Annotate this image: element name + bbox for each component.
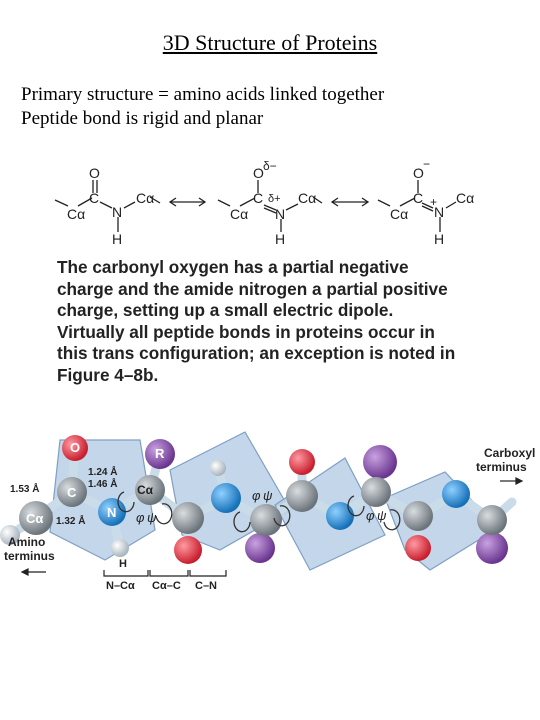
phi-label-3: φ xyxy=(366,508,375,523)
atom-hydrogen xyxy=(111,539,129,557)
atom-calpha xyxy=(477,505,507,535)
resonance-figure xyxy=(0,0,540,250)
psi-label-3: ψ xyxy=(377,508,387,523)
caption-line: this trans configuration; an exception is noted in xyxy=(57,343,456,363)
atom-calpha xyxy=(250,504,282,536)
atom-nitrogen xyxy=(326,502,354,530)
atom-r-group xyxy=(476,532,508,564)
res2-calpha-left: Cα xyxy=(230,206,249,222)
res3-calpha-right: Cα xyxy=(456,190,475,206)
atom-nitrogen xyxy=(211,483,241,513)
atom-hydrogen xyxy=(210,460,226,476)
psi-label-2: ψ xyxy=(263,488,273,503)
label-calpha-left: Cα xyxy=(26,511,44,526)
rotation-arrow xyxy=(156,504,172,524)
res2-hydrogen: H xyxy=(275,231,286,247)
res3-calpha-left: Cα xyxy=(390,206,409,222)
label-r-group: R xyxy=(155,446,165,461)
bracket-calpha-c: Cα–C xyxy=(152,580,181,592)
bond-brackets xyxy=(104,570,226,576)
atom-r-group xyxy=(245,533,275,563)
res2-oxygen: O xyxy=(253,165,264,181)
phi-label-1: φ xyxy=(136,510,145,525)
amino-terminus-line1: Amino xyxy=(8,535,46,549)
caption-line: The carbonyl oxygen has a partial negative xyxy=(57,257,409,277)
phi-label-2: φ xyxy=(252,488,261,503)
res3-charge-minus: − xyxy=(423,157,431,171)
atom-oxygen xyxy=(405,535,431,561)
bond-length-3: 1.46 Å xyxy=(88,479,118,490)
label-calpha-mid: Cα xyxy=(137,483,154,497)
caption-line: charge and the amide nitrogen a partial positive xyxy=(57,278,448,299)
atom-carbon xyxy=(286,480,318,512)
bracket-labels xyxy=(106,580,217,592)
res2-delta-plus: δ+ xyxy=(268,193,281,205)
res3-nitrogen: N xyxy=(434,204,445,220)
peptide-chain-figure xyxy=(0,420,540,620)
label-oxygen: O xyxy=(70,440,81,455)
caption-line: charge, setting up a small electric dipole. xyxy=(57,300,394,320)
figure-caption xyxy=(57,257,487,386)
res3-charge-plus: + xyxy=(430,195,438,209)
caption-line: Virtually all peptide bonds in proteins occur in xyxy=(57,321,435,342)
atom-oxygen xyxy=(289,449,315,475)
atom-oxygen xyxy=(174,536,202,564)
bullet-peptide-bond: Peptide bond is rigid and planar xyxy=(21,108,264,129)
bullet-primary-structure: Primary structure = amino acids linked together xyxy=(21,84,385,105)
bracket-c-n: C–N xyxy=(195,580,218,592)
label-carbon: C xyxy=(67,485,77,500)
res3-carbon: C xyxy=(413,190,424,206)
res1-hydrogen: H xyxy=(112,231,123,247)
caption-line: Figure 4–8b. xyxy=(57,364,159,385)
label-nitrogen: N xyxy=(107,505,117,520)
amino-terminus-line2: terminus xyxy=(4,549,55,563)
res1-carbon: C xyxy=(89,190,100,206)
res1-calpha-left: Cα xyxy=(67,206,86,222)
res1-calpha-right: Cα xyxy=(136,190,155,206)
atom-calpha xyxy=(361,477,391,507)
bond-length-2: 1.24 Å xyxy=(88,467,118,478)
res1-nitrogen: N xyxy=(112,204,123,220)
slide-title: 3D Structure of Proteins xyxy=(162,30,378,55)
bond-length-1: 1.53 Å xyxy=(10,484,40,495)
atom-carbon xyxy=(403,501,433,531)
carboxyl-terminus-line1: Carboxyl xyxy=(484,446,536,460)
res1-oxygen: O xyxy=(89,165,100,181)
res2-calpha-right: Cα xyxy=(298,190,317,206)
res2-nitrogen: N xyxy=(275,206,286,222)
bracket-n-calpha: N–Cα xyxy=(106,580,135,592)
bond-length-4: 1.32 Å xyxy=(56,516,86,527)
res3-oxygen: O xyxy=(413,165,424,181)
atom-carbon xyxy=(172,502,204,534)
res2-carbon: C xyxy=(253,190,264,206)
res3-hydrogen: H xyxy=(434,231,445,247)
atom-nitrogen xyxy=(442,480,470,508)
res2-delta-minus: δ− xyxy=(263,159,277,173)
resonance-labels xyxy=(67,157,474,247)
psi-label-1: ψ xyxy=(147,510,157,525)
carboxyl-terminus-line2: terminus xyxy=(476,460,527,474)
atom-r-group xyxy=(363,445,397,479)
label-hydrogen: H xyxy=(119,558,127,570)
